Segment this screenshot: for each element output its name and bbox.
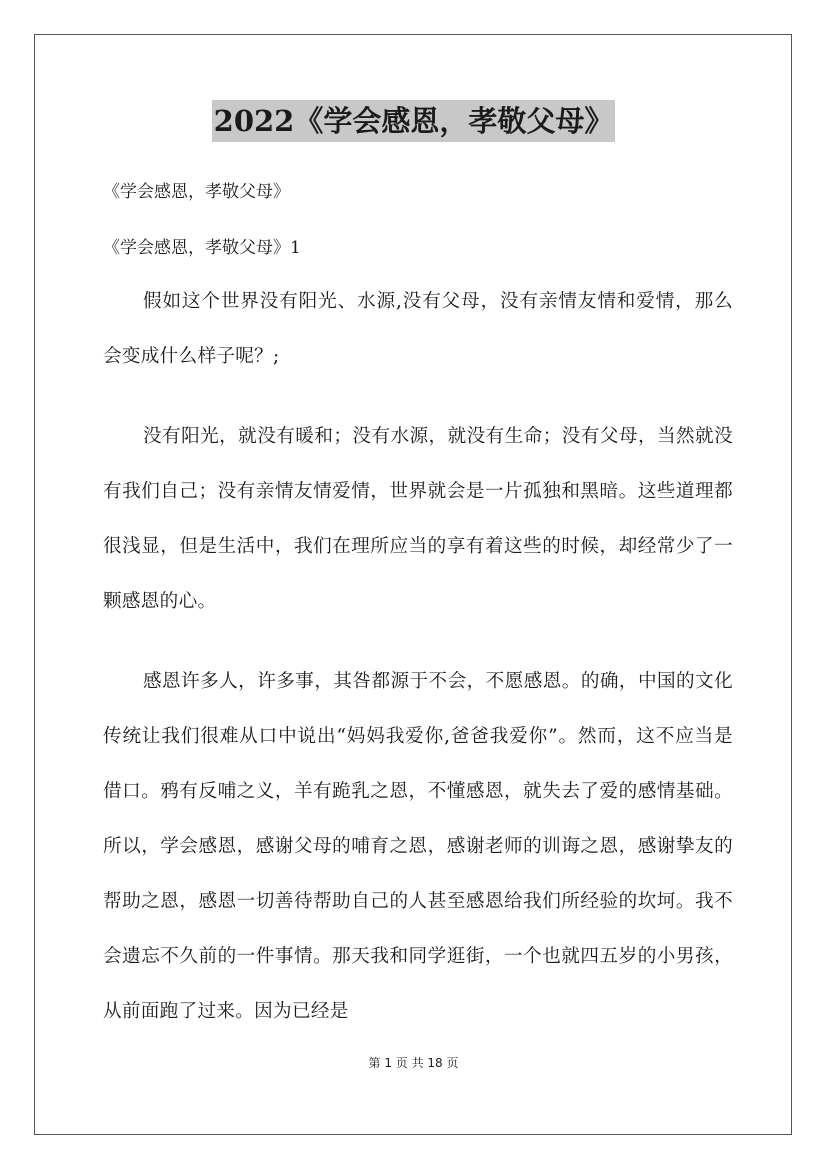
- paragraph-3: 感恩许多人，许多事，其咎都源于不会，不愿感恩。的确，中国的文化传统让我们很难从口中说出“妈妈我爱你,爸爸我爱你”。然而，这不应当是借口。鸦有反哺之义，羊有跪乳之恩，不懂感恩，就失去了爱的感情基础。所以，学会感恩，感谢父母的哺育之恩，感谢老师的训诲之恩，感谢挚友的帮助之恩，感恩一切善待帮助自己的人甚至感恩给我们所经验的坎坷。我不会遗忘不久前的一件事情。那天我和同学逛街，一个也就四五岁的小男孩，从前面跑了过来。因为已经是: [103, 671, 733, 1022]
- page-footer: 第 1 页 共 18 页: [368, 1056, 459, 1070]
- subtitle-line-2: 《学会感恩，孝敬父母》1: [103, 238, 301, 258]
- paragraph-1: 假如这个世界没有阳光、水源,没有父母，没有亲情友情和爱情，那么会变成什么样子呢？;: [103, 291, 733, 367]
- document-title: 2022《学会感恩，孝敬父母》: [212, 100, 616, 142]
- subtitle-line-1: 《学会感恩，孝敬父母》: [103, 182, 290, 202]
- paragraph-2: 没有阳光，就没有暖和；没有水源，就没有生命；没有父母，当然就没有我们自己；没有亲情友情爱情，世界就会是一片孤独和黑暗。这些道理都很浅显，但是生活中，我们在理所应当的享有着这些的时候，却经常少了一颗感恩的心。: [103, 426, 733, 612]
- title-container: [0, 100, 827, 142]
